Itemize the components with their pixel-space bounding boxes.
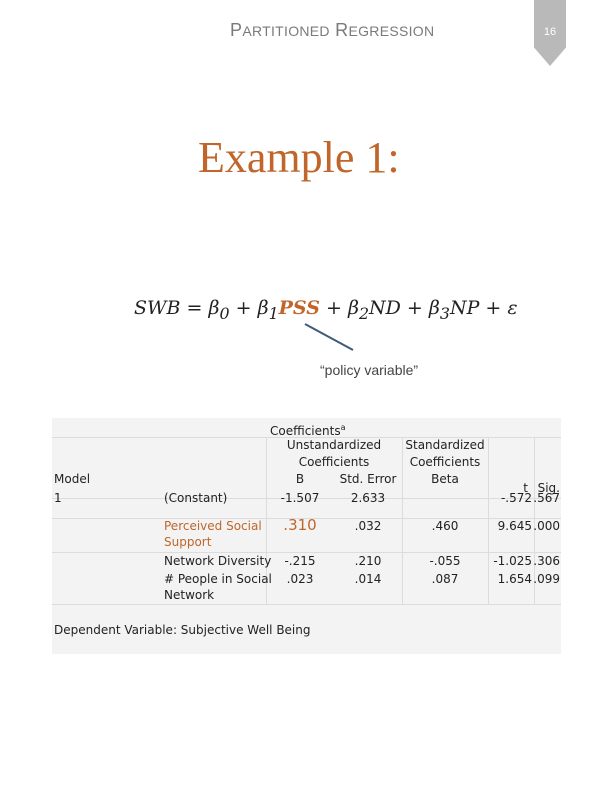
row-pss-t: 9.645 xyxy=(497,519,532,533)
row-label-perceived-social-support-1: Perceived Social xyxy=(164,519,262,533)
model-number: 1 xyxy=(54,491,62,505)
coefficients-table xyxy=(52,418,561,654)
row-np-beta: .087 xyxy=(431,572,459,586)
standardized-header-2: Coefficients xyxy=(409,455,481,469)
row-pss-sig: .000 xyxy=(533,519,560,533)
model-header: Model xyxy=(54,472,91,486)
slide-title-rest-2: EGRESSION xyxy=(348,23,435,39)
standardized-header-1: Standardized xyxy=(405,438,485,452)
row-nd-t: -1.025 xyxy=(493,554,532,568)
equation-sub-1: 1 xyxy=(268,303,279,323)
row-label-people-in-network-1: # People in Social xyxy=(164,572,272,586)
row-pss-se: .032 xyxy=(354,519,382,533)
row-nd-sig: .306 xyxy=(533,554,560,568)
slide-title xyxy=(230,20,434,41)
row-np-se: .014 xyxy=(354,572,382,586)
row-label-perceived-social-support-2: Support xyxy=(164,535,212,549)
row-pss-beta: .460 xyxy=(431,519,459,533)
sig-header: Sig. xyxy=(537,481,560,495)
row-constant-t: -.572 xyxy=(500,491,532,505)
example-title: Example 1: xyxy=(198,133,400,182)
row-pss-b: .310 xyxy=(283,516,317,534)
unstandardized-header-2: Coefficients xyxy=(298,455,370,469)
slide-title-cap-1: P xyxy=(230,20,243,40)
equation-part-3: + β xyxy=(319,297,359,319)
equation-part-1: SWB = β xyxy=(134,297,220,319)
table-caption-sup: a xyxy=(340,423,346,432)
equation-pss: PSS xyxy=(278,297,320,319)
row-np-sig: .099 xyxy=(533,572,560,586)
row-np-b: .023 xyxy=(286,572,314,586)
equation-sub-2: 2 xyxy=(358,303,370,323)
row-nd-beta: -.055 xyxy=(429,554,461,568)
row-label-network-diversity: Network Diversity xyxy=(164,554,272,568)
equation-nd: ND + β xyxy=(369,297,440,319)
row-nd-se: .210 xyxy=(354,554,382,568)
row-np-t: 1.654 xyxy=(497,572,532,586)
equation-sub-3: 3 xyxy=(439,303,450,323)
row-nd-b: -.215 xyxy=(284,554,316,568)
row-constant-b: -1.507 xyxy=(280,491,320,505)
b-header: B xyxy=(295,472,305,486)
equation-part-2: + β xyxy=(229,297,269,319)
page-number: 16 xyxy=(543,26,557,38)
table-caption-text: Coefficients xyxy=(270,424,341,438)
table-footnote: Dependent Variable: Subjective Well Being xyxy=(54,623,311,637)
equation-sub-0: 0 xyxy=(219,303,230,323)
row-constant-se: 2.633 xyxy=(350,491,386,505)
row-label-people-in-network-2: Network xyxy=(164,588,215,602)
row-constant-sig: .567 xyxy=(533,491,560,505)
policy-variable-callout: “policy variable” xyxy=(320,362,419,378)
table-rule xyxy=(52,604,561,605)
std-error-header: Std. Error xyxy=(339,472,397,486)
unstandardized-header-1: Unstandardized xyxy=(286,438,382,452)
callout-pointer-line xyxy=(303,322,355,352)
beta-header: Beta xyxy=(431,472,459,486)
slide-title-rest-1: ARTITIONED xyxy=(242,23,330,39)
t-header: t xyxy=(523,481,528,495)
slide-title-cap-2: R xyxy=(335,20,349,40)
regression-equation xyxy=(134,297,518,323)
equation-np: NP + ε xyxy=(449,297,518,319)
row-label-constant: (Constant) xyxy=(164,491,228,505)
